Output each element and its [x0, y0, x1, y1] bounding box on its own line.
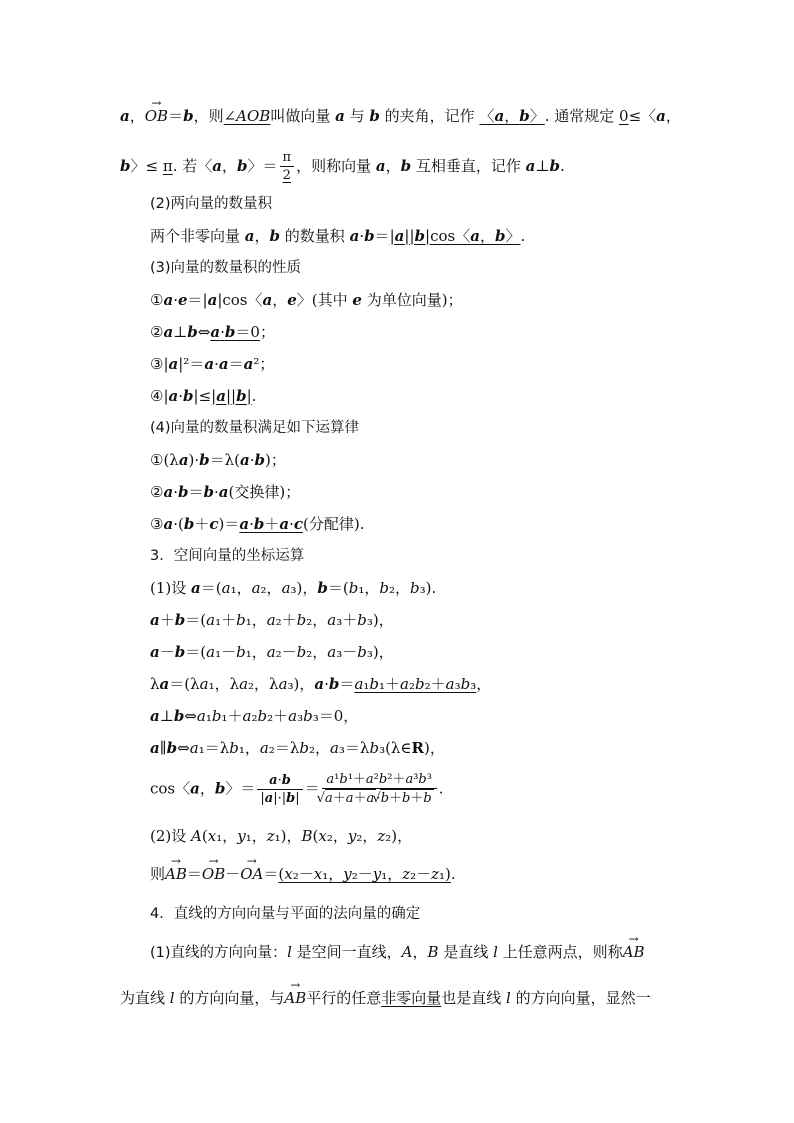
- text-line-5: (3)向量的数量积的性质: [150, 260, 302, 276]
- text-line-15: (1)设 a＝(a₁，a₂，a₃)，b＝(b₁，b₂，b₃).: [150, 579, 437, 597]
- text-line-25: (1)直线的方向向量：l 是空间一直线，A，B 是直线 l 上任意两点，则称→ AB: [150, 942, 645, 963]
- text-line-1: a，→ OB＝b，则∠AOB叫做向量 a 与 b 的夹角，记作 〈a，b〉. 通常规定 0≤〈a，: [120, 106, 681, 126]
- text-line-23: 则→ AB＝→ OB－→ OA＝(x₂－x₁，y₂－y₁，z₂－z₁).: [150, 864, 456, 884]
- text-line-13: ③a·(b＋c)＝a·b＋a·c(分配律).: [150, 515, 365, 533]
- text-line-3: (2)两向量的数量积: [150, 196, 273, 212]
- text-line-6: ①a·e＝|a|cos〈a，e〉(其中 e 为单位向量)；: [150, 291, 463, 309]
- text-line-17: a－b＝(a₁－b₁，a₂－b₂，a₃－b₃)，: [150, 643, 394, 661]
- text-line-19: a⊥b⇔a₁b₁＋a₂b₂＋a₃b₃＝0，: [150, 707, 359, 725]
- text-line-10: (4)向量的数量积满足如下运算律: [150, 420, 360, 436]
- text-line-2: b〉≤ π. 若〈a，b〉＝ $\frac{\pi}{2}$ ，则称向量 a，b 互相垂直，记作 a⊥b.: [120, 150, 565, 183]
- text-line-11: ①(λa)·b＝λ(a·b)；: [150, 451, 286, 469]
- text-line-20: a∥b⇔a₁＝λb₁，a₂＝λb₂，a₃＝λb₃(λ∈R)，: [150, 739, 445, 757]
- text-line-22: (2)设 A(x₁，y₁，z₁)，B(x₂，y₂，z₂)，: [150, 827, 413, 845]
- text-line-7: ②a⊥b⇔a·b＝0；: [150, 323, 275, 341]
- text-line-8: ③|a|²＝a·a＝a²；: [150, 355, 275, 373]
- text-line-12: ②a·b＝b·a(交换律)；: [150, 483, 301, 501]
- section-heading-4: 4．直线的方向向量与平面的法向量的确定: [150, 906, 421, 922]
- section-heading-3: 3．空间向量的坐标运算: [150, 548, 305, 564]
- text-line-4: 两个非零向量 a，b 的数量积 a·b＝|a||b|cos〈a，b〉.: [150, 227, 526, 245]
- text-line-18: λa＝(λa₁，λa₂，λa₃)，a·b＝a₁b₁＋a₂b₂＋a₃b₃，: [150, 675, 492, 693]
- text-line-16: a＋b＝(a₁＋b₁，a₂＋b₂，a₃＋b₃)，: [150, 611, 394, 629]
- text-line-26: 为直线 l 的方向向量，与→ AB平行的任意非零向量也是直线 l 的方向向量，显然一: [120, 988, 651, 1008]
- text-line-21: cos〈a，b〉＝ $\frac{a\cdot b}{|a|\cdot|b|}$ ＝ a¹b¹＋a²b²＋a³b³ √ a＋a＋a ·√ b＋b＋b .: [150, 772, 444, 807]
- text-line-9: ④|a·b|≤|a||b|.: [150, 387, 257, 405]
